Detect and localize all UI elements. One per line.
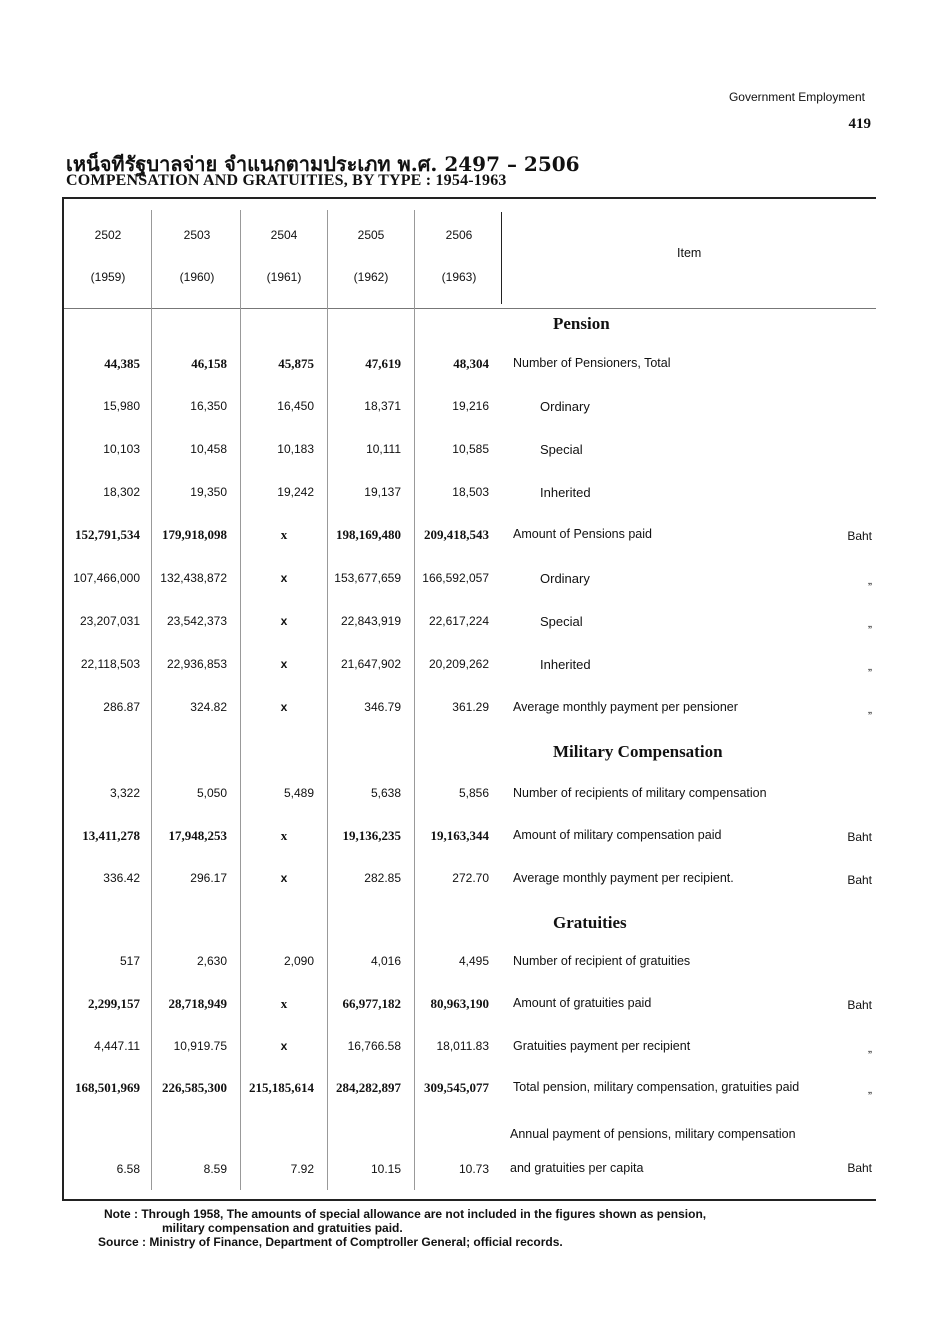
column-header-year-ad: (1960) bbox=[179, 270, 215, 284]
row-item-label: Inherited bbox=[540, 657, 591, 672]
table-cell: 346.79 bbox=[364, 700, 401, 714]
table-cell: 4,447.11 bbox=[94, 1039, 140, 1053]
table-cell: 22,843,919 bbox=[340, 614, 401, 628]
table-cell: 13,411,278 bbox=[82, 828, 140, 843]
row-unit: Baht bbox=[847, 1161, 872, 1175]
row-item-label: Gratuities payment per recipient bbox=[513, 1039, 691, 1053]
table-cell: 18,302 bbox=[103, 485, 140, 499]
column-header-year: 2504 bbox=[270, 228, 298, 242]
table-bottom-rule bbox=[62, 1199, 876, 1201]
table-cell: x bbox=[280, 1039, 288, 1053]
table-cell: 7.92 bbox=[290, 1162, 314, 1176]
table-cell: 16,766.58 bbox=[347, 1039, 401, 1053]
table-cell: 4,495 bbox=[458, 954, 489, 968]
table-cell: 47,619 bbox=[365, 356, 401, 371]
table-cell: 107,466,000 bbox=[73, 571, 140, 585]
table-cell: 324.82 bbox=[190, 700, 227, 714]
source-line bbox=[98, 1235, 706, 1249]
title-thai: เหน็จทีรัฐบาลจ่าย จำแนกตามประเภท พ.ศ. 2497 – 2506 bbox=[66, 152, 580, 176]
footnotes bbox=[98, 1207, 707, 1249]
table-cell: 209,418,543 bbox=[424, 527, 489, 542]
column-header-year: 2506 bbox=[445, 228, 473, 242]
row-item-label: Total pension, military compensation, gratuities paid bbox=[513, 1080, 800, 1094]
column-separator bbox=[414, 210, 415, 1190]
table-cell: 10,458 bbox=[190, 442, 227, 456]
note-label: Note : bbox=[104, 1207, 138, 1221]
source-text: Ministry of Finance, Department of Comptroller General; official records. bbox=[149, 1235, 563, 1249]
table-cell: 10.15 bbox=[370, 1162, 401, 1176]
table-cell: 19,216 bbox=[452, 399, 489, 413]
table-cell: 5,638 bbox=[370, 786, 401, 800]
table-cell: 296.17 bbox=[190, 871, 227, 885]
row-item-label: Inherited bbox=[540, 485, 591, 500]
note-text-continued: military compensation and gratuities paid. bbox=[162, 1221, 403, 1235]
table-cell: 48,304 bbox=[453, 356, 489, 371]
table-cell: 18,371 bbox=[364, 399, 401, 413]
table-cell: x bbox=[280, 614, 288, 628]
table-cell: 2,299,157 bbox=[88, 996, 140, 1011]
table-cell: 19,136,235 bbox=[342, 828, 401, 843]
row-unit: „ bbox=[868, 573, 872, 587]
title-english: COMPENSATION AND GRATUITIES, BY TYPE : 1954-1963 bbox=[66, 172, 507, 189]
table-cell: x bbox=[280, 657, 288, 671]
row-unit: Baht bbox=[847, 998, 872, 1012]
table-cell: x bbox=[280, 996, 288, 1011]
table-cell: 5,489 bbox=[283, 786, 314, 800]
table-cell: 20,209,262 bbox=[428, 657, 489, 671]
column-separator bbox=[151, 210, 152, 1190]
row-item-label: Ordinary bbox=[540, 571, 590, 586]
column-header-year-ad: (1959) bbox=[90, 270, 126, 284]
table-cell: 22,617,224 bbox=[428, 614, 489, 628]
section-heading-pension: Pension bbox=[553, 314, 610, 333]
table-cell: x bbox=[280, 527, 288, 542]
table-cell: 5,856 bbox=[458, 786, 489, 800]
section-heading-military: Military Compensation bbox=[553, 742, 723, 761]
item-column-rule bbox=[501, 212, 502, 304]
row-item-label: Number of Pensioners, Total bbox=[513, 356, 671, 370]
table-cell: 19,137 bbox=[364, 485, 401, 499]
table-top-rule bbox=[62, 197, 876, 199]
row-item-label: Amount of gratuities paid bbox=[513, 996, 652, 1010]
table-cell: 309,545,077 bbox=[424, 1080, 489, 1095]
table-cell: 10,183 bbox=[277, 442, 314, 456]
table-cell: 282.85 bbox=[364, 871, 401, 885]
row-unit: „ bbox=[868, 1041, 872, 1055]
table-cell: 10,585 bbox=[452, 442, 489, 456]
table-cell: 166,592,057 bbox=[422, 571, 489, 585]
table-cell: 5,050 bbox=[196, 786, 227, 800]
note-line bbox=[104, 1221, 706, 1235]
table-cell: 15,980 bbox=[103, 399, 140, 413]
row-unit: „ bbox=[868, 1082, 872, 1096]
column-header-year-ad: (1963) bbox=[441, 270, 477, 284]
table-cell: x bbox=[280, 700, 288, 714]
table-cell: x bbox=[280, 871, 288, 885]
row-item-label: Special bbox=[540, 614, 583, 629]
table-cell: 23,542,373 bbox=[166, 614, 227, 628]
row-unit: Baht bbox=[847, 529, 872, 543]
table-cell: 46,158 bbox=[191, 356, 227, 371]
item-column-header: Item bbox=[677, 246, 702, 260]
table-cell: 22,936,853 bbox=[166, 657, 227, 671]
table-cell: 22,118,503 bbox=[80, 657, 140, 671]
running-head: Government Employment bbox=[728, 90, 865, 104]
table-cell: 16,450 bbox=[277, 399, 314, 413]
column-header-year: 2502 bbox=[94, 228, 122, 242]
table-cell: 21,647,902 bbox=[340, 657, 401, 671]
table-cell: 226,585,300 bbox=[162, 1080, 227, 1095]
header-divider-rule bbox=[64, 308, 876, 309]
row-item-label: Special bbox=[540, 442, 583, 457]
table-cell: 284,282,897 bbox=[336, 1080, 401, 1095]
row-item-label: Average monthly payment per pensioner bbox=[513, 700, 738, 714]
table-cell: x bbox=[280, 828, 288, 843]
table-cell: x bbox=[280, 571, 288, 585]
table-cell: 80,963,190 bbox=[430, 996, 489, 1011]
row-unit: „ bbox=[868, 659, 872, 673]
column-header-year-ad: (1962) bbox=[353, 270, 389, 284]
row-item-label: Amount of military compensation paid bbox=[513, 828, 722, 842]
table-cell: 19,350 bbox=[190, 485, 227, 499]
table-cell: 2,630 bbox=[196, 954, 227, 968]
table-cell: 4,016 bbox=[370, 954, 401, 968]
row-unit: Baht bbox=[847, 873, 872, 887]
row-unit: „ bbox=[868, 616, 872, 630]
source-label: Source : bbox=[98, 1235, 147, 1249]
page-number: 419 bbox=[848, 116, 871, 132]
table-cell: 168,501,969 bbox=[75, 1080, 140, 1095]
table-cell: 19,242 bbox=[277, 485, 314, 499]
column-header-year: 2503 bbox=[183, 228, 211, 242]
row-unit: „ bbox=[868, 702, 872, 716]
table-cell: 19,163,344 bbox=[430, 828, 489, 843]
column-header-year: 2505 bbox=[357, 228, 385, 242]
table-cell: 198,169,480 bbox=[336, 527, 401, 542]
row-item-label: Ordinary bbox=[540, 399, 590, 414]
row-item-label: Average monthly payment per recipient. bbox=[513, 871, 734, 885]
row-unit: Baht bbox=[847, 830, 872, 844]
table-cell: 3,322 bbox=[109, 786, 140, 800]
table-cell: 10.73 bbox=[458, 1162, 489, 1176]
table-cell: 6.58 bbox=[116, 1162, 140, 1176]
table-cell: 336.42 bbox=[103, 871, 140, 885]
table-cell: 215,185,614 bbox=[249, 1080, 314, 1095]
table-cell: 66,977,182 bbox=[342, 996, 401, 1011]
note-text: Through 1958, The amounts of special allowance are not included in the figures shown as pension, bbox=[141, 1207, 707, 1221]
note-line bbox=[104, 1207, 706, 1221]
table-cell: 8.59 bbox=[203, 1162, 227, 1176]
row-item-label: Amount of Pensions paid bbox=[513, 527, 652, 541]
table-cell: 153,677,659 bbox=[334, 571, 401, 585]
table-cell: 517 bbox=[119, 954, 140, 968]
table-cell: 152,791,534 bbox=[75, 527, 140, 542]
table-cell: 10,111 bbox=[366, 442, 401, 456]
row-item-label: Number of recipient of gratuities bbox=[513, 954, 691, 968]
section-heading-gratuities: Gratuities bbox=[553, 913, 627, 932]
table-left-rule bbox=[62, 197, 64, 1200]
table-cell: 28,718,949 bbox=[168, 996, 227, 1011]
table-cell: 286.87 bbox=[103, 700, 140, 714]
column-separator bbox=[327, 210, 328, 1190]
table-cell: 361.29 bbox=[452, 700, 489, 714]
table-cell: 18,011.83 bbox=[436, 1039, 489, 1053]
row-item-label: Annual payment of pensions, military compensation bbox=[510, 1127, 796, 1141]
row-item-label: and gratuities per capita bbox=[510, 1161, 644, 1175]
table-cell: 44,385 bbox=[104, 356, 140, 371]
table-cell: 16,350 bbox=[190, 399, 227, 413]
table-cell: 179,918,098 bbox=[162, 527, 227, 542]
column-header-year-ad: (1961) bbox=[266, 270, 302, 284]
table-cell: 10,919.75 bbox=[173, 1039, 227, 1053]
table-cell: 23,207,031 bbox=[79, 614, 140, 628]
table-cell: 10,103 bbox=[103, 442, 140, 456]
column-separator bbox=[240, 210, 241, 1190]
table-cell: 272.70 bbox=[452, 871, 489, 885]
table-cell: 132,438,872 bbox=[160, 571, 227, 585]
table-cell: 45,875 bbox=[278, 356, 314, 371]
row-item-label: Number of recipients of military compensation bbox=[513, 786, 767, 800]
table-cell: 2,090 bbox=[283, 954, 314, 968]
table-cell: 17,948,253 bbox=[168, 828, 227, 843]
table-cell: 18,503 bbox=[452, 485, 489, 499]
